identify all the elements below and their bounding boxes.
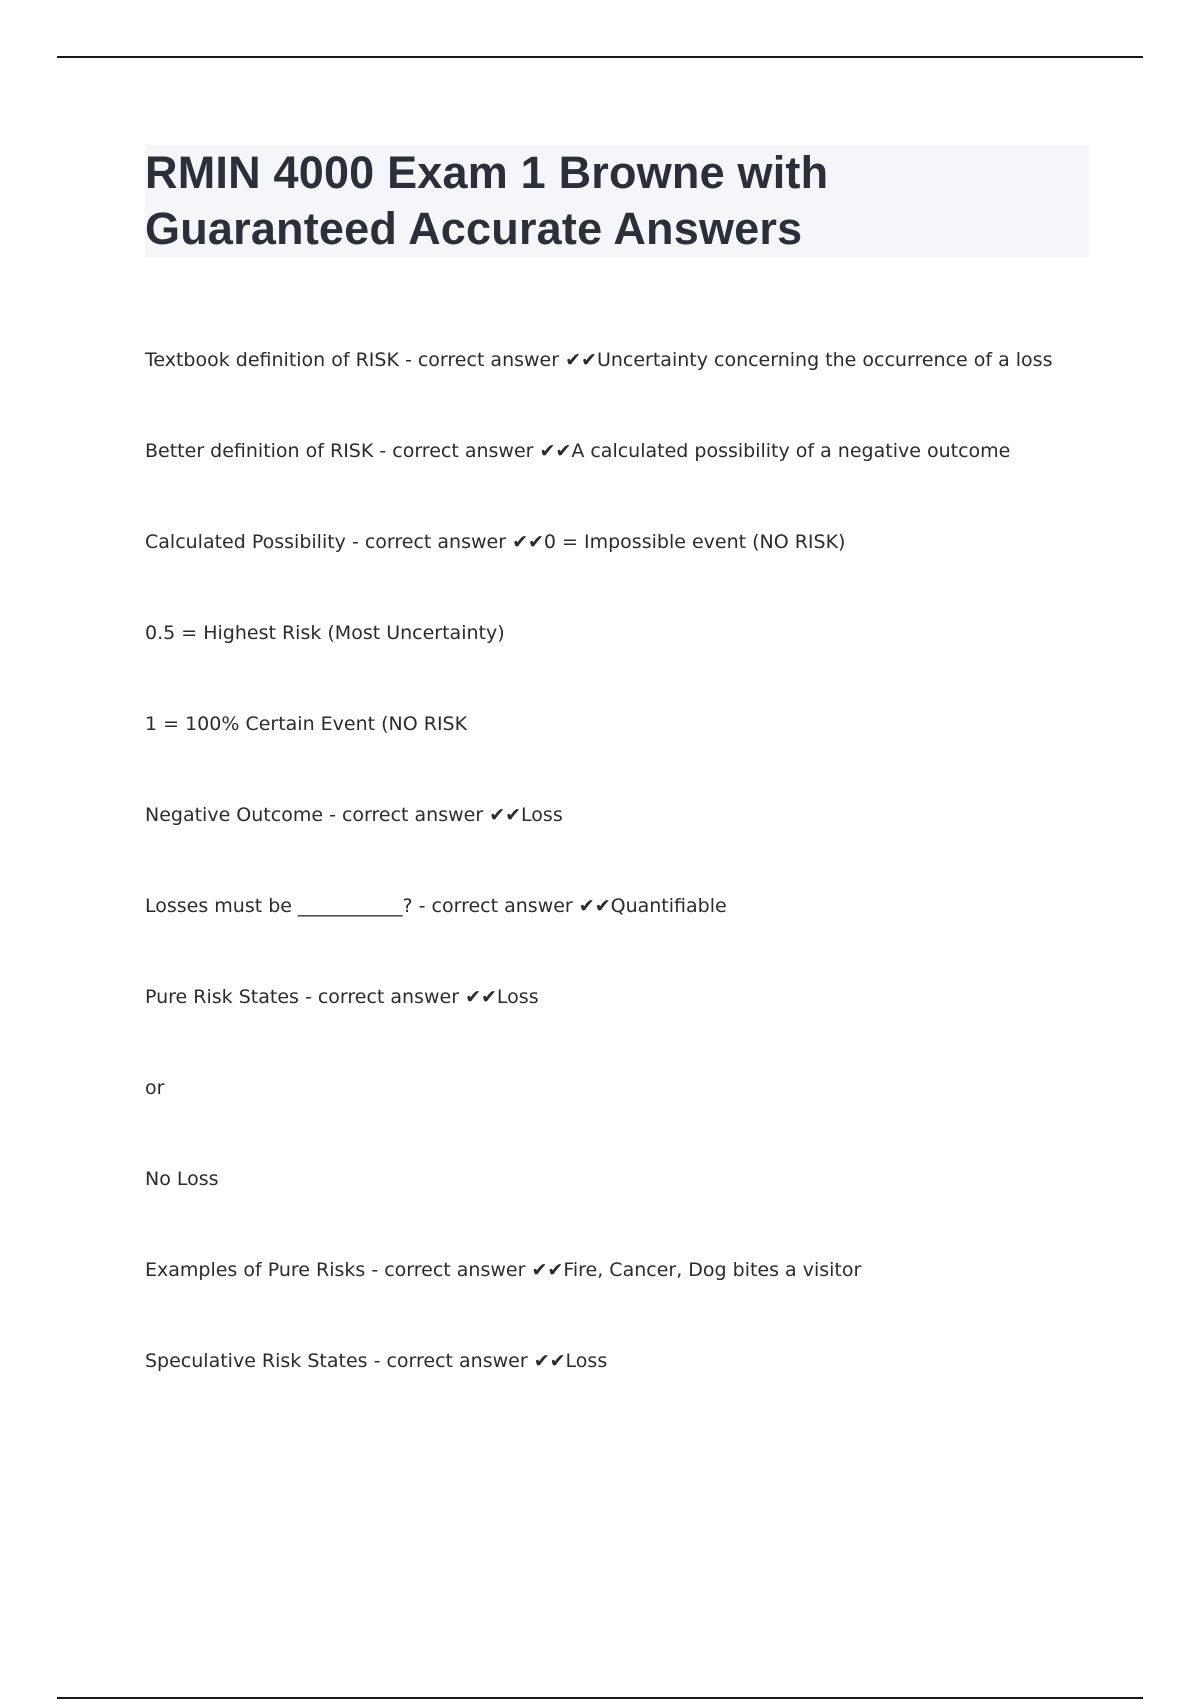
qa-line: [145, 527, 1105, 618]
qa-question: Pure Risk States - correct answer: [145, 986, 466, 1008]
qa-question: No Loss: [145, 1168, 219, 1190]
qa-answer: Loss: [565, 1350, 608, 1372]
qa-answer: Loss: [496, 986, 539, 1008]
qa-line: [145, 800, 1105, 891]
title-banner: [145, 145, 1089, 257]
qa-list: [145, 345, 1105, 1437]
qa-line: [145, 1346, 1105, 1437]
header-rule: [57, 56, 1143, 58]
qa-answer: Uncertainty concerning the occurrence of a loss: [596, 349, 1053, 371]
qa-line: [145, 345, 1105, 436]
qa-answer: 0 = Impossible event (NO RISK): [543, 531, 846, 553]
qa-question: Losses must be ___________? - correct answer: [145, 895, 579, 917]
qa-question: Calculated Possibility - correct answer: [145, 531, 513, 553]
qa-line: [145, 891, 1105, 982]
qa-question: Negative Outcome - correct answer: [145, 804, 490, 826]
checkmark-icon: ✔✔: [578, 895, 611, 917]
qa-answer: A calculated possibility of a negative outcome: [571, 440, 1011, 462]
qa-line: [145, 1073, 1105, 1164]
qa-question: Speculative Risk States - correct answer: [145, 1350, 534, 1372]
checkmark-icon: ✔✔: [565, 349, 597, 371]
checkmark-icon: ✔✔: [539, 440, 572, 462]
checkmark-icon: ✔✔: [531, 1259, 564, 1281]
footer-rule: [57, 1697, 1143, 1699]
qa-line: [145, 709, 1105, 800]
qa-question: Textbook definition of RISK - correct answer: [145, 349, 566, 371]
document-title: RMIN 4000 Exam 1 Browne with Guaranteed Accurate Answers: [145, 147, 829, 254]
qa-line: [145, 436, 1105, 527]
qa-line: [145, 982, 1105, 1073]
checkmark-icon: ✔✔: [465, 986, 497, 1008]
qa-answer: Quantifiable: [610, 895, 727, 917]
qa-question: 1 = 100% Certain Event (NO RISK: [145, 713, 468, 735]
checkmark-icon: ✔✔: [533, 1350, 566, 1372]
qa-question: Examples of Pure Risks - correct answer: [145, 1259, 532, 1281]
qa-line: [145, 1255, 1105, 1346]
qa-answer: Loss: [521, 804, 563, 826]
qa-line: [145, 1164, 1105, 1255]
qa-question: Better definition of RISK - correct answer: [145, 440, 540, 462]
qa-question: 0.5 = Highest Risk (Most Uncertainty): [145, 622, 505, 644]
qa-question: or: [145, 1077, 165, 1099]
checkmark-icon: ✔✔: [489, 804, 522, 826]
qa-line: [145, 618, 1105, 709]
checkmark-icon: ✔✔: [512, 531, 544, 553]
qa-answer: Fire, Cancer, Dog bites a visitor: [563, 1259, 862, 1281]
